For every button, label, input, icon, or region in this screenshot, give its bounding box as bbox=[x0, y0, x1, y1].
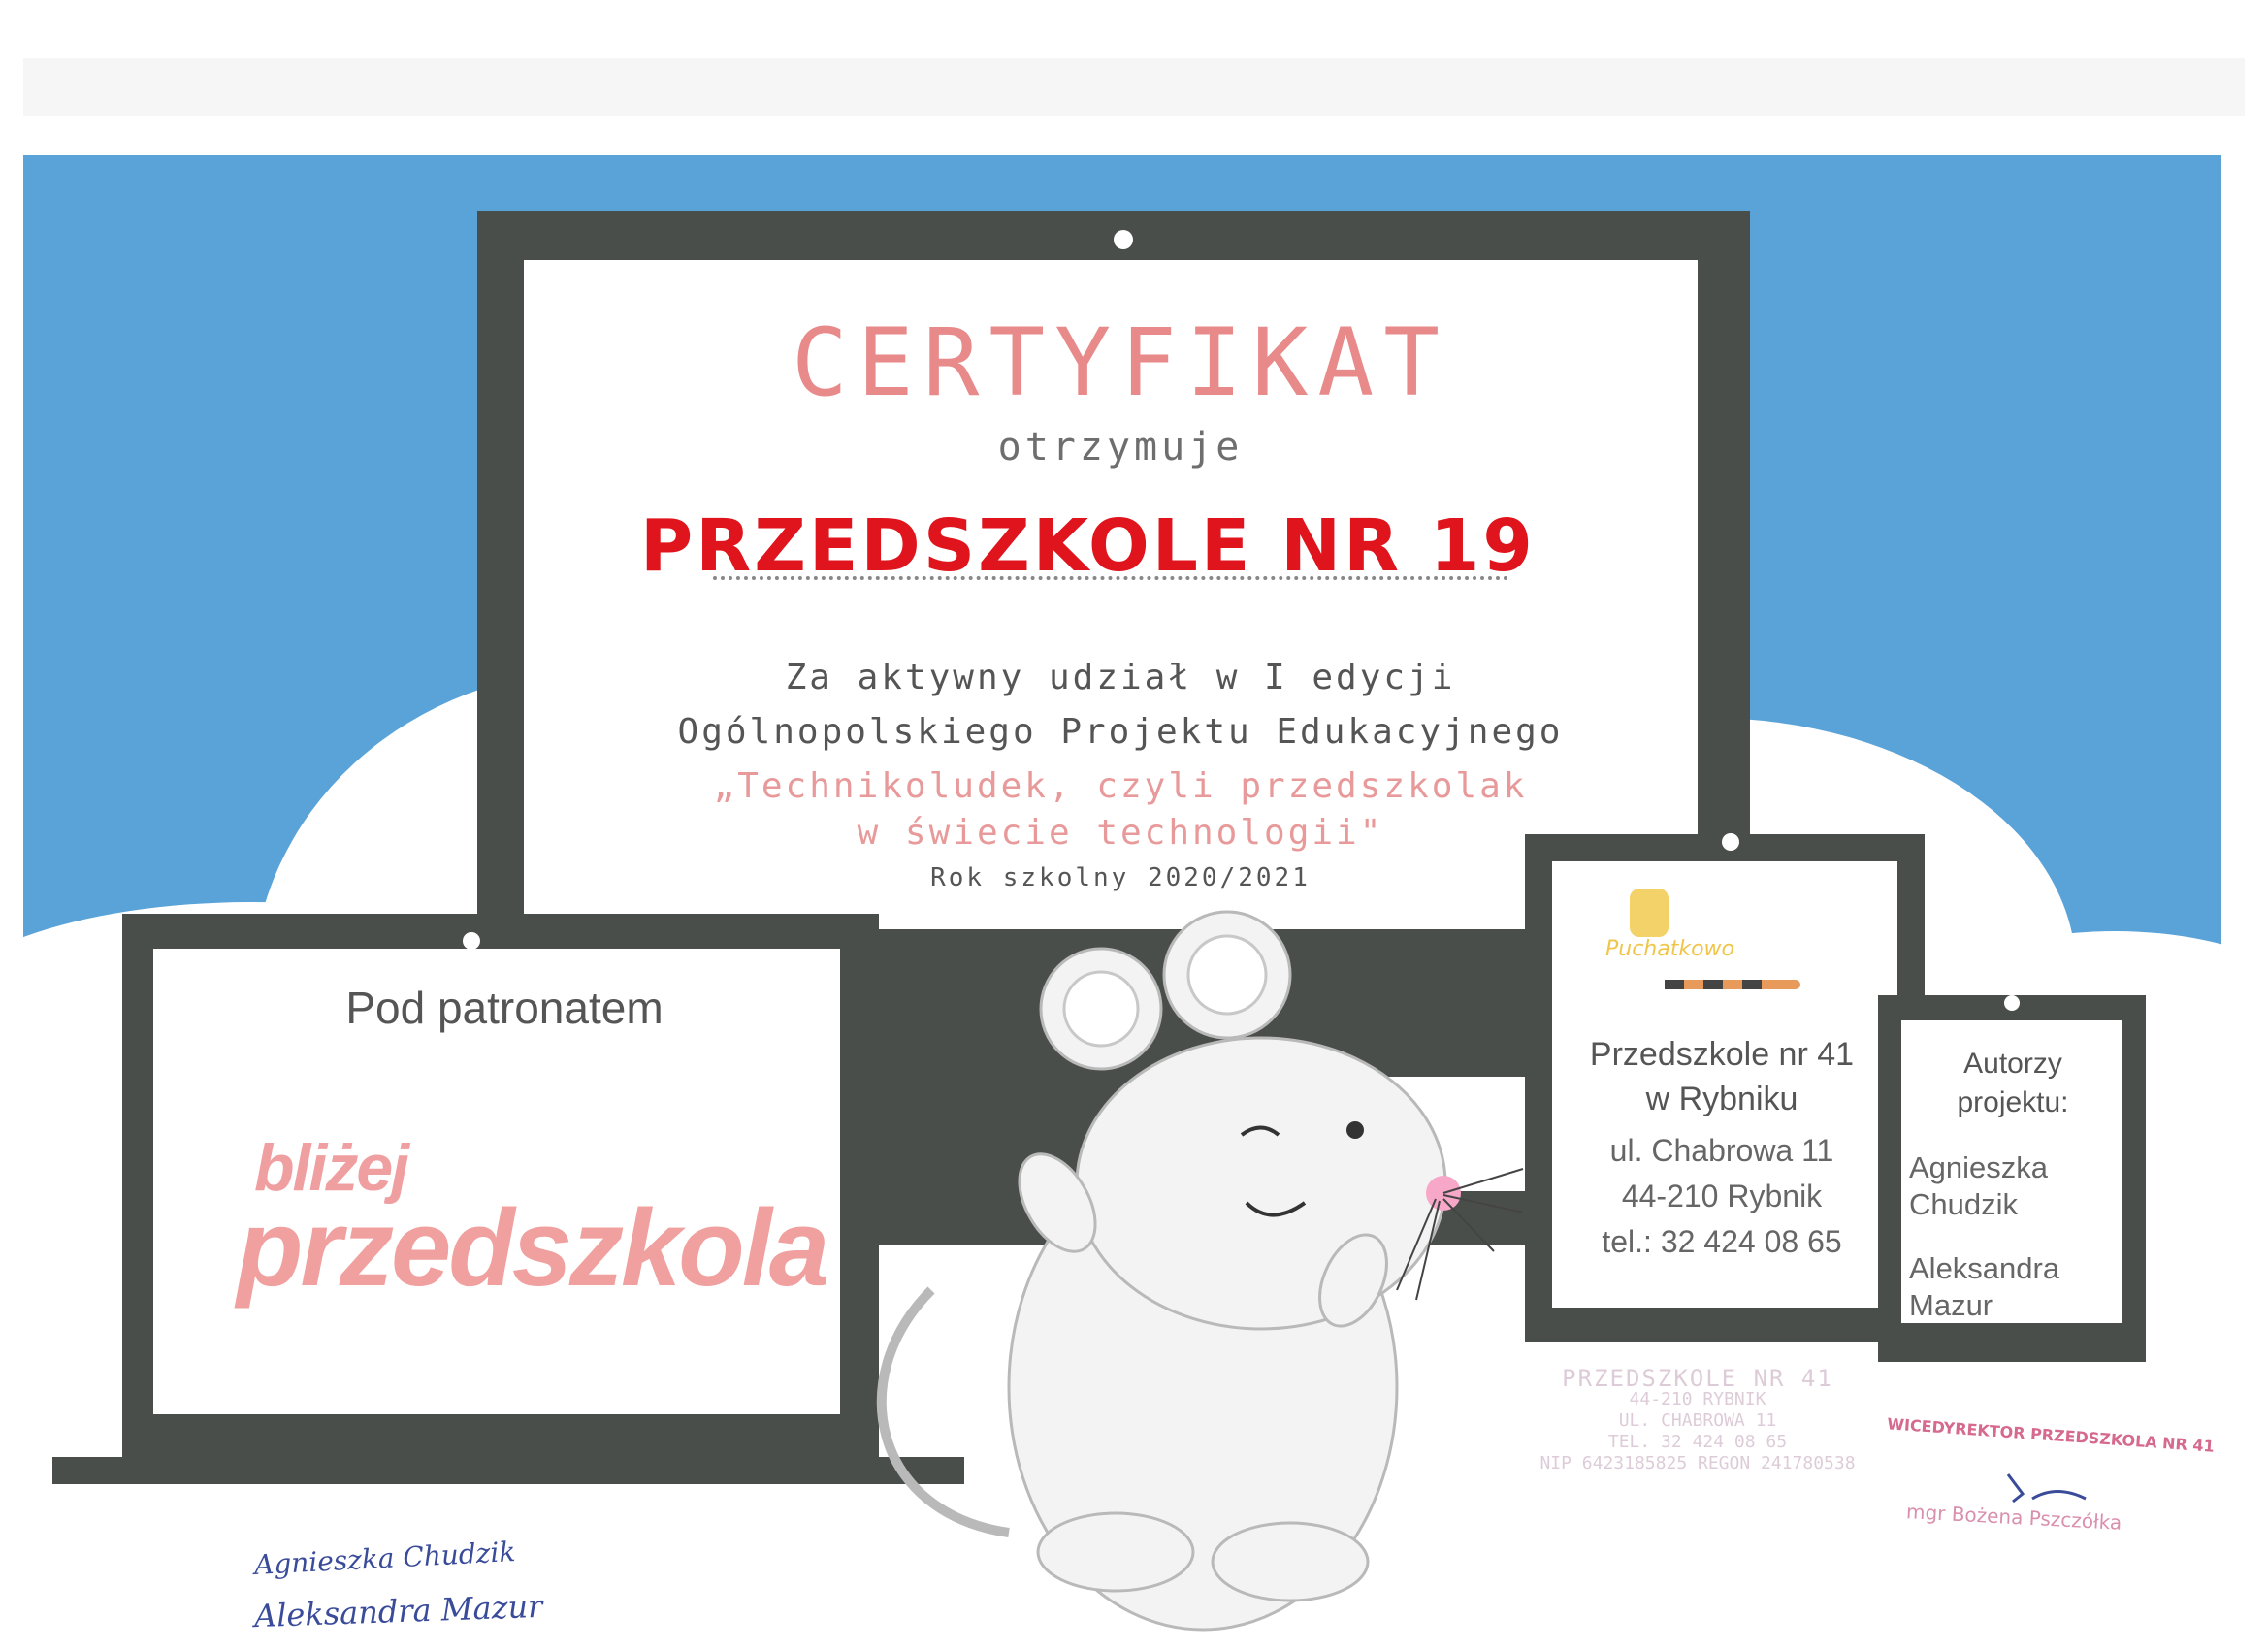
stamp-line-1: PRZEDSZKOLE NR 41 bbox=[1562, 1365, 1833, 1392]
organizer-name-line-1: Przedszkole nr 41 bbox=[1589, 1036, 1855, 1073]
organizer-stamp bbox=[1513, 1365, 1882, 1474]
receives-label: otrzymuje bbox=[997, 425, 1244, 469]
vice-director-title-stamp: WICEDYREKTOR PRZEDSZKOLA NR 41 bbox=[1886, 1414, 2216, 1456]
organizer-city: 44-210 Rybnik bbox=[1621, 1179, 1823, 1213]
patron-logo-line-1: bliżej bbox=[254, 1131, 408, 1205]
organizer-phone: tel.: 32 424 08 65 bbox=[1602, 1224, 1842, 1259]
author-2-last-name: Mazur bbox=[1909, 1288, 1993, 1322]
stamp-line-5: NIP 6423185825 REGON 241780538 bbox=[1539, 1453, 1856, 1473]
certificate-body-line-2: Ogólnopolskiego Projektu Edukacyjnego bbox=[677, 712, 1564, 752]
patron-logo-line-2: przedszkola bbox=[237, 1187, 827, 1309]
stamp-line-3: UL. CHABROWA 11 bbox=[1618, 1410, 1777, 1431]
vice-director-name: mgr Bożena Pszczółka bbox=[1905, 1500, 2122, 1535]
organizer-name-line-2: w Rybniku bbox=[1645, 1081, 1798, 1117]
organizer-street: ul. Chabrowa 11 bbox=[1609, 1133, 1834, 1168]
certificate-body-line-1: Za aktywny udział w I edycji bbox=[785, 658, 1456, 697]
stamp-line-4: TEL. 32 424 08 65 bbox=[1607, 1432, 1788, 1452]
project-name-line-1: „Technikoludek, czyli przedszkolak bbox=[713, 766, 1528, 806]
signature-2: Aleksandra Mazur bbox=[253, 1587, 543, 1635]
author-2-first-name: Aleksandra bbox=[1909, 1251, 2060, 1285]
certificate-title: CERTYFIKAT bbox=[792, 308, 1449, 417]
project-name-line-2: w świecie technologii" bbox=[857, 813, 1384, 853]
authors-title-line-1: Autorzy bbox=[1963, 1048, 2062, 1080]
authors-title-line-2: projektu: bbox=[1957, 1086, 2069, 1118]
recipient-name: PRZEDSZKOLE NR 19 bbox=[640, 504, 1536, 588]
recipient-dotted-line bbox=[713, 576, 1508, 580]
school-year: Rok szkolny 2020/2021 bbox=[930, 863, 1311, 892]
stamp-line-2: 44-210 RYBNIK bbox=[1629, 1389, 1766, 1409]
patronage-label: Pod patronatem bbox=[345, 983, 664, 1033]
author-1-last-name: Chudzik bbox=[1909, 1187, 2018, 1221]
author-1-first-name: Agnieszka bbox=[1909, 1150, 2049, 1184]
organizer-logo-text: Puchatkowo bbox=[1605, 937, 1735, 961]
signature-1: Agnieszka Chudzik bbox=[253, 1535, 517, 1582]
